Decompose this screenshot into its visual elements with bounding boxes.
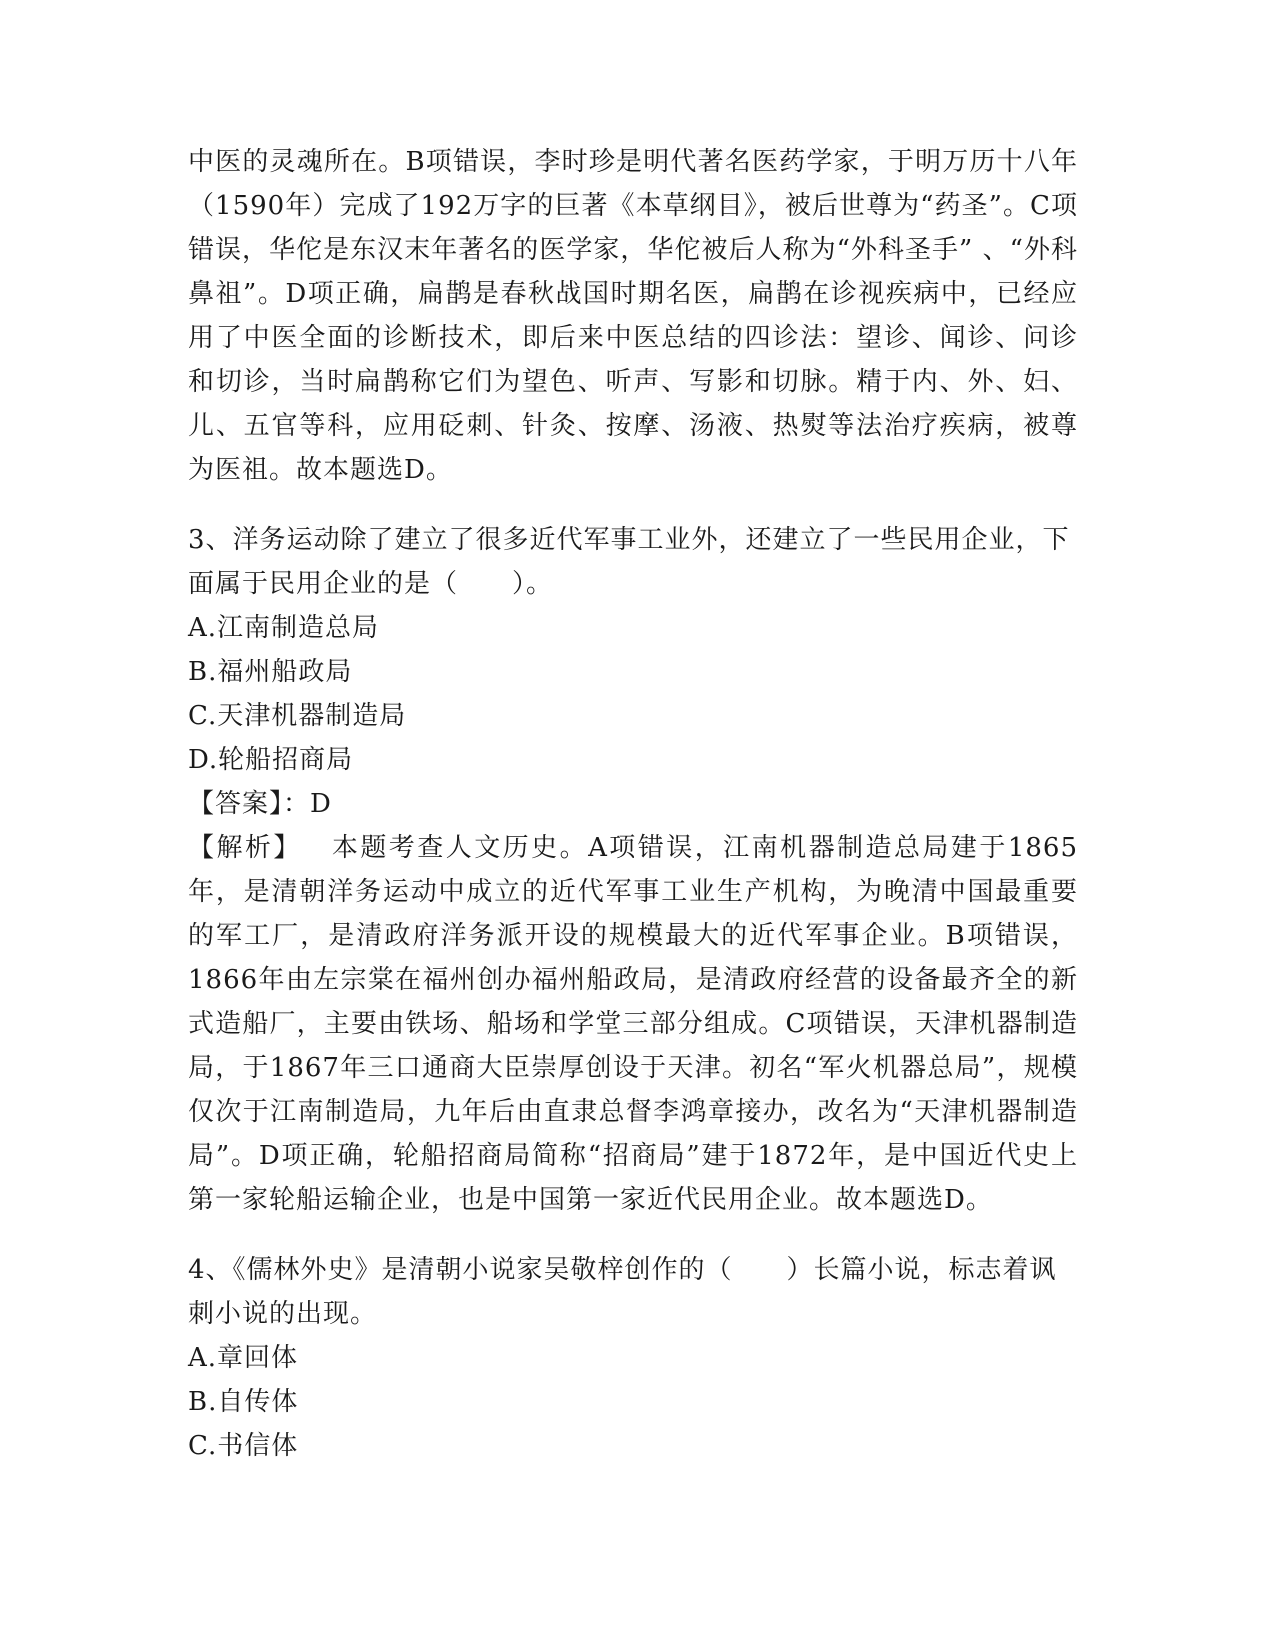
question-4-option-b: B.自传体: [188, 1387, 299, 1417]
answer-value: D: [310, 789, 332, 819]
question-4-stem: 4、《儒林外史》是清朝小说家吴敬梓创作的（ ）长篇小说，标志着讽刺小说的出现。: [188, 1255, 1057, 1329]
question-3-analysis: [188, 826, 1078, 1222]
question-3-answer: [188, 782, 1078, 826]
document-page: [188, 140, 1078, 1468]
question-4: [188, 1248, 1078, 1468]
question-3-stem: 3、洋务运动除了建立了很多近代军事工业外，还建立了一些民用企业，下面属于民用企业的是（ ）。: [188, 525, 1070, 599]
question-3: [188, 518, 1078, 1222]
analysis-label: 【解析】: [188, 833, 302, 863]
analysis-text: 本题考查人文历史。A项错误，江南机器制造总局建于1865年，是清朝洋务运动中成立的近代军事工业生产机构，为晚清中国最重要的军工厂，是清政府洋务派开设的规模最大的近代军事企业。B项错误，1866年由左宗棠在福州创办福州船政局，是清政府经营的设备最齐全的新式造船厂，主要由铁场、船场和学堂三部分组成。C项错误，天津机器制造局，于1867年三口通商大臣崇厚创设于天津。初名“军火机器总局”，规模仅次于江南制造局，九年后由直隶总督李鸿章接办，改名为“天津机器制造局”。D项正确，轮船招商局简称“招商局”建于1872年，是中国近代史上第一家轮船运输企业，也是中国第一家近代民用企业。故本题选D。: [188, 833, 1078, 1215]
question-3-option-a: A.江南制造总局: [188, 613, 380, 643]
question-3-option-d: D.轮船招商局: [188, 745, 354, 775]
answer-label: 【答案】：: [188, 789, 311, 819]
question-4-option-c: C.书信体: [188, 1431, 299, 1461]
question-4-option-a: A.章回体: [188, 1343, 299, 1373]
question-3-option-b: B.福州船政局: [188, 657, 353, 687]
question-3-option-c: C.天津机器制造局: [188, 701, 407, 731]
previous-analysis-continuation: 中医的灵魂所在。B项错误，李时珍是明代著名医药学家，于明万历十八年（1590年）完成了192万字的巨著《本草纲目》，被后世尊为“药圣”。C项错误，华佗是东汉末年著名的医学家，华佗被后人称为“外科圣手” 、“外科鼻祖”。D项正确，扁鹊是春秋战国时期名医，扁鹊在诊视疾病中，已经应用了中医全面的诊断技术，即后来中医总结的四诊法：望诊、闻诊、问诊和切诊，当时扁鹊称它们为望色、听声、写影和切脉。精于内、外、妇、儿、五官等科，应用砭刺、针灸、按摩、汤液、热熨等法治疗疾病，被尊为医祖。故本题选D。: [188, 147, 1078, 485]
